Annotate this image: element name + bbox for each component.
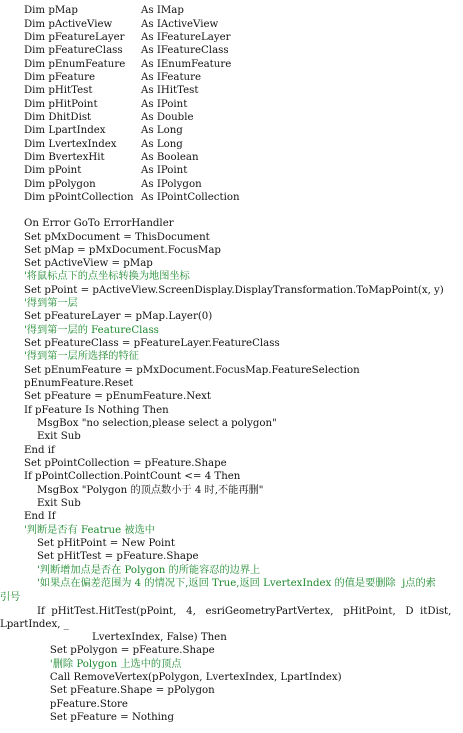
code-line	[0, 44, 463, 57]
code-text: If pHitTest.HitTest(pPoint, 4, esriGeometryPartVertex, pHitPoint, D itDist,	[24, 606, 452, 617]
code-text: Set pFeature = Nothing	[24, 712, 174, 723]
code-line	[0, 364, 463, 377]
code-text: Dim DhitDist	[24, 112, 92, 123]
code-text: Dim pPolygon	[24, 179, 96, 190]
code-type: As IEnumFeature	[141, 59, 232, 70]
code-line	[0, 98, 463, 111]
code-line	[0, 124, 463, 137]
code-text: LvertexIndex, False) Then	[24, 632, 227, 643]
code-text: pEnumFeature.Reset	[24, 378, 134, 389]
code-text: '如果点在偏差范围为 4 的情况下,返回 True,返回 LvertexIndex 的值是要删除 j点的索	[24, 578, 436, 589]
code-line	[0, 605, 463, 618]
code-type: As IActiveView	[141, 19, 219, 30]
code-text: '判断增加点是否在 Polygon 的所能容忍的边界上	[24, 565, 261, 576]
code-line	[0, 698, 463, 711]
code-line	[0, 618, 463, 631]
code-line	[0, 71, 463, 84]
code-text: Dim LpartIndex	[24, 125, 106, 136]
code-comment-line	[0, 324, 463, 337]
code-line	[0, 231, 463, 244]
code-text: Exit Sub	[24, 498, 81, 509]
code-comment-line	[0, 524, 463, 537]
code-text: Dim pEnumFeature	[24, 59, 126, 70]
code-text: '得到第一层所选择的特征	[24, 351, 139, 362]
code-line	[0, 404, 463, 417]
code-text: End If	[24, 511, 56, 522]
code-text: Dim pFeatureLayer	[24, 32, 125, 43]
code-line	[0, 84, 463, 97]
code-type: As IFeatureClass	[141, 45, 229, 56]
code-line	[0, 390, 463, 403]
code-line	[0, 457, 463, 470]
code-line	[0, 377, 463, 390]
code-line	[0, 417, 463, 430]
code-line	[0, 31, 463, 44]
code-text: '判断是否有 Featrue 被选中	[24, 525, 155, 536]
code-text: Set pFeature.Shape = pPolygon	[24, 685, 215, 696]
code-text: '将鼠标点下的点坐标转换为地图坐标	[24, 271, 190, 282]
code-text: Dim pFeatureClass	[24, 45, 123, 56]
code-line	[0, 178, 463, 191]
code-line	[0, 310, 463, 323]
code-text: Set pMap = pMxDocument.FocusMap	[24, 245, 221, 256]
code-line	[0, 671, 463, 684]
code-text: End if	[24, 445, 55, 456]
code-line	[0, 497, 463, 510]
code-text: 引号	[0, 592, 21, 603]
code-text: If pFeature Is Nothing Then	[24, 405, 169, 416]
code-text: Set pEnumFeature = pMxDocument.FocusMap.FeatureSelection	[24, 365, 360, 376]
code-text: Dim LvertexIndex	[24, 139, 117, 150]
code-text: Dim pMap	[24, 5, 78, 16]
code-text: MsgBox "Polygon 的顶点数小于 4 时,不能再删"	[24, 485, 264, 496]
code-text: Call RemoveVertex(pPolygon, LvertexIndex, LpartIndex)	[24, 672, 342, 683]
code-line	[0, 244, 463, 257]
code-line	[0, 684, 463, 697]
code-text: If pPointCollection.PointCount <= 4 Then	[24, 471, 241, 482]
code-type: As IFeatureLayer	[141, 32, 231, 43]
code-line	[0, 58, 463, 71]
code-text: Set pFeatureLayer = pMap.Layer(0)	[24, 311, 213, 322]
code-text: Dim pPoint	[24, 165, 82, 176]
code-line	[0, 631, 463, 644]
code-text: Set pPolygon = pFeature.Shape	[24, 645, 215, 656]
code-line	[0, 191, 463, 204]
code-text: MsgBox "no selection,please select a polygon"	[24, 418, 277, 429]
code-type: As Long	[141, 139, 183, 150]
code-line	[0, 204, 463, 217]
code-text: Dim pActiveView	[24, 19, 113, 30]
code-text: Set pHitTest = pFeature.Shape	[24, 551, 199, 562]
code-text: '得到第一层	[24, 298, 78, 309]
code-type: As Long	[141, 125, 183, 136]
code-comment-line	[0, 577, 463, 590]
code-text: Dim BvertexHit	[24, 152, 105, 163]
code-text: Dim pPointCollection	[24, 192, 134, 203]
code-text: Set pFeatureClass = pFeatureLayer.FeatureClass	[24, 338, 280, 349]
code-type: As IPoint	[141, 165, 188, 176]
code-comment-line	[0, 350, 463, 363]
code-text: Set pMxDocument = ThisDocument	[24, 232, 210, 243]
code-text: Set pPointCollection = pFeature.Shape	[24, 458, 227, 469]
code-type: As IPointCollection	[141, 192, 240, 203]
code-text: Set pHitPoint = New Point	[24, 538, 175, 549]
code-type: As IMap	[141, 5, 184, 16]
code-type: As IHitTest	[141, 85, 199, 96]
code-line	[0, 337, 463, 350]
code-line	[0, 257, 463, 270]
code-line	[0, 484, 463, 497]
code-text: Set pFeature = pEnumFeature.Next	[24, 391, 211, 402]
code-line	[0, 510, 463, 523]
code-line	[0, 4, 463, 17]
code-text: Set pActiveView = pMap	[24, 258, 153, 269]
code-comment-line	[0, 297, 463, 310]
code-text: Exit Sub	[24, 431, 81, 442]
code-type: As IFeature	[141, 72, 202, 83]
code-text: '得到第一层的 FeatureClass	[24, 325, 159, 336]
code-type: As IPolygon	[141, 179, 202, 190]
code-line	[0, 151, 463, 164]
code-comment-line	[0, 658, 463, 671]
code-type: As Boolean	[141, 152, 199, 163]
code-line	[0, 550, 463, 563]
code-line	[0, 444, 463, 457]
code-line	[0, 111, 463, 124]
code-line	[0, 430, 463, 443]
code-text: Set pPoint = pActiveView.ScreenDisplay.DisplayTransformation.ToMapPoint(x, y)	[24, 285, 444, 296]
code-text: '删除 Polygon 上选中的顶点	[24, 659, 182, 670]
code-text: pFeature.Store	[24, 699, 128, 710]
code-line	[0, 18, 463, 31]
code-line	[0, 644, 463, 657]
code-line	[0, 138, 463, 151]
code-line	[0, 470, 463, 483]
code-line	[0, 284, 463, 297]
code-line	[0, 711, 463, 724]
code-type: As IPoint	[141, 99, 188, 110]
code-text: Dim pHitTest	[24, 85, 93, 96]
code-text: Dim pHitPoint	[24, 99, 98, 110]
code-text: LpartIndex, _	[0, 619, 69, 630]
code-line	[0, 537, 463, 550]
code-text: On Error GoTo ErrorHandler	[24, 218, 174, 229]
code-comment-line	[0, 564, 463, 577]
code-type: As Double	[141, 112, 194, 123]
code-text: Dim pFeature	[24, 72, 96, 83]
code-comment-line	[0, 591, 463, 604]
code-line	[0, 164, 463, 177]
code-comment-line	[0, 270, 463, 283]
code-line	[0, 217, 463, 230]
